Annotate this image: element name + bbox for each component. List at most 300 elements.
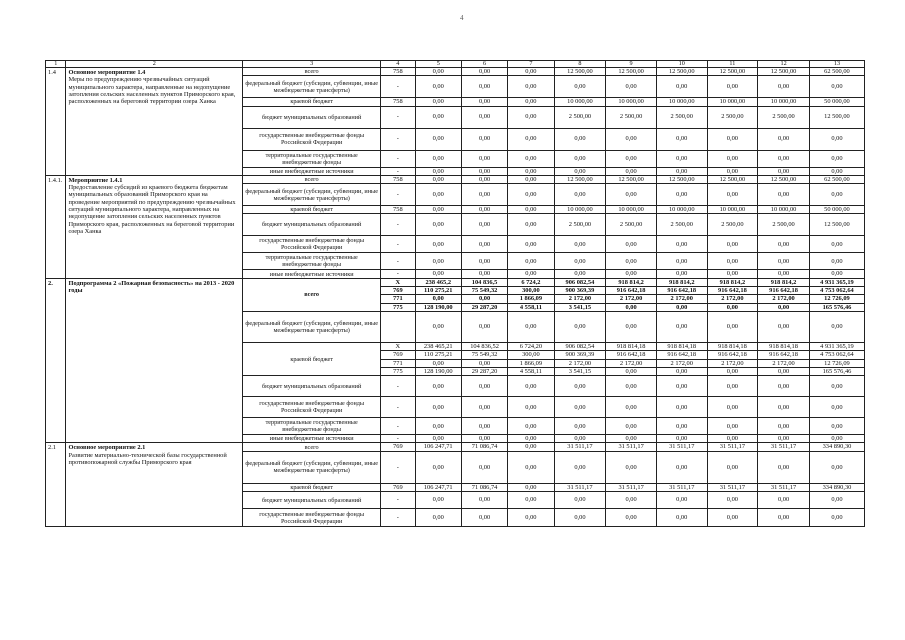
value-cell: 0,00 [415, 68, 461, 76]
value-cell: 0,00 [707, 492, 758, 509]
table-row [46, 278, 865, 286]
value-cell: 0,00 [606, 435, 657, 443]
value-cell: 1 866,09 [508, 295, 554, 303]
value-cell: 906 082,54 [554, 278, 606, 286]
value-cell: 6 724,2 [508, 278, 554, 286]
value-cell: - [381, 253, 415, 270]
value-cell: - [381, 509, 415, 527]
value-cell: 0,00 [508, 184, 554, 206]
value-cell: X [381, 278, 415, 286]
value-cell: 0,00 [508, 253, 554, 270]
value-cell: 2 500,00 [554, 106, 606, 128]
funding-source: бюджет муниципальных образований [243, 214, 381, 236]
value-cell: 0,00 [656, 435, 707, 443]
value-cell: 0,00 [461, 76, 507, 98]
value-cell: 0,00 [461, 214, 507, 236]
page-number: 4 [460, 14, 464, 22]
value-cell: 106 247,71 [415, 443, 461, 451]
value-cell: 2 172,00 [707, 295, 758, 303]
value-cell: 0,00 [606, 167, 657, 175]
value-cell: 12 500,00 [554, 68, 606, 76]
value-cell: 300,00 [508, 287, 554, 295]
value-cell: 0,00 [415, 295, 461, 303]
value-cell: 0,00 [707, 253, 758, 270]
value-cell: 0,00 [415, 206, 461, 214]
value-cell: 12 726,09 [809, 359, 864, 367]
value-cell: 0,00 [461, 206, 507, 214]
value-cell: 0,00 [606, 311, 657, 342]
funding-source: федеральный бюджет (субсидии, субвенции, иные межбюджетные трансферты) [243, 184, 381, 206]
value-cell: 2 500,00 [758, 106, 810, 128]
column-number: 9 [606, 61, 657, 68]
value-cell: 775 [381, 367, 415, 375]
value-cell: 334 890,30 [809, 483, 864, 491]
value-cell: 0,00 [415, 184, 461, 206]
value-cell: 0,00 [758, 311, 810, 342]
value-cell: - [381, 418, 415, 435]
value-cell: 758 [381, 68, 415, 76]
value-cell: 0,00 [809, 270, 864, 278]
value-cell: 0,00 [758, 418, 810, 435]
column-number: 5 [415, 61, 461, 68]
value-cell: 0,00 [461, 435, 507, 443]
value-cell: 0,00 [758, 270, 810, 278]
item-text: Меры по предупреждению чрезвычайных ситуаций муниципального характера, направленные на недопущение затопления сельских населенных пунктов Приморского края, расположенных на береговой территории озера Ханка [68, 76, 236, 106]
value-cell: - [381, 150, 415, 167]
value-cell: 0,00 [415, 376, 461, 397]
value-cell: 916 642,18 [758, 287, 810, 295]
value-cell: 10 000,00 [758, 98, 810, 106]
value-cell: 12 500,00 [809, 106, 864, 128]
value-cell: 300,00 [508, 351, 554, 359]
value-cell: 0,00 [508, 128, 554, 150]
funding-source: иные внебюджетные источники [243, 167, 381, 175]
value-cell: 0,00 [809, 451, 864, 483]
funding-source: государственные внебюджетные фонды Российской Федерации [243, 128, 381, 150]
value-cell: 110 275,21 [415, 287, 461, 295]
value-cell: 918 814,2 [758, 278, 810, 286]
value-cell: 62 500,00 [809, 175, 864, 183]
funding-source: территориальные государственные внебюджетные фонды [243, 253, 381, 270]
value-cell: 2 172,00 [656, 295, 707, 303]
value-cell: 0,00 [508, 175, 554, 183]
value-cell: 0,00 [554, 184, 606, 206]
value-cell: 0,00 [707, 128, 758, 150]
value-cell: 918 814,2 [707, 278, 758, 286]
item-text: Развитие материально-технической базы государственной противопожарной службы Приморского края [68, 451, 227, 467]
value-cell: 0,00 [508, 68, 554, 76]
value-cell: 2 500,00 [554, 214, 606, 236]
value-cell: 0,00 [606, 367, 657, 375]
value-cell: 758 [381, 98, 415, 106]
value-cell: 12 500,00 [656, 175, 707, 183]
value-cell: 0,00 [461, 270, 507, 278]
value-cell: 0,00 [606, 418, 657, 435]
value-cell: 12 726,09 [809, 295, 864, 303]
value-cell: 128 190,00 [415, 367, 461, 375]
item-title: Мероприятие 1.4.1 [68, 176, 123, 184]
value-cell: 0,00 [809, 76, 864, 98]
value-cell: - [381, 167, 415, 175]
value-cell: 29 287,20 [461, 367, 507, 375]
value-cell: 775 [381, 303, 415, 311]
value-cell: 0,00 [508, 167, 554, 175]
item-description [66, 175, 243, 278]
value-cell: 0,00 [461, 451, 507, 483]
value-cell: 12 500,00 [606, 175, 657, 183]
value-cell: 10 000,00 [707, 98, 758, 106]
value-cell: 0,00 [508, 397, 554, 418]
value-cell: 0,00 [461, 295, 507, 303]
value-cell: 10 000,00 [606, 98, 657, 106]
value-cell: 0,00 [508, 236, 554, 253]
value-cell: - [381, 397, 415, 418]
value-cell: 0,00 [758, 184, 810, 206]
value-cell: 0,00 [508, 270, 554, 278]
value-cell: 334 890,30 [809, 443, 864, 451]
value-cell: 2 172,00 [606, 295, 657, 303]
value-cell: 31 511,17 [758, 443, 810, 451]
value-cell: 4 931 365,19 [809, 278, 864, 286]
funding-source: территориальные государственные внебюджетные фонды [243, 418, 381, 435]
value-cell: 769 [381, 287, 415, 295]
value-cell: 0,00 [758, 303, 810, 311]
value-cell: 0,00 [707, 311, 758, 342]
value-cell: 104 836,5 [461, 278, 507, 286]
value-cell: 0,00 [656, 236, 707, 253]
value-cell: 758 [381, 175, 415, 183]
column-number: 3 [243, 61, 381, 68]
value-cell: 10 000,00 [554, 98, 606, 106]
value-cell: 2 500,00 [758, 214, 810, 236]
value-cell: - [381, 492, 415, 509]
value-cell: 2 500,00 [606, 214, 657, 236]
value-cell: 0,00 [758, 492, 810, 509]
value-cell: 71 086,74 [461, 443, 507, 451]
value-cell: 918 814,18 [656, 342, 707, 350]
value-cell: 12 500,00 [554, 175, 606, 183]
value-cell: 0,00 [461, 253, 507, 270]
value-cell: 0,00 [606, 397, 657, 418]
funding-source: иные внебюджетные источники [243, 270, 381, 278]
funding-source: федеральный бюджет (субсидии, субвенции, иные межбюджетные трансферты) [243, 311, 381, 342]
value-cell: 0,00 [707, 397, 758, 418]
funding-source: территориальные государственные внебюджетные фонды [243, 150, 381, 167]
funding-source: иные внебюджетные источники [243, 435, 381, 443]
value-cell: 0,00 [758, 253, 810, 270]
value-cell: 2 172,00 [554, 295, 606, 303]
value-cell: 0,00 [758, 367, 810, 375]
value-cell: 0,00 [809, 509, 864, 527]
value-cell: 918 814,18 [707, 342, 758, 350]
value-cell: 12 500,00 [758, 68, 810, 76]
value-cell: 0,00 [606, 128, 657, 150]
value-cell: 0,00 [656, 303, 707, 311]
value-cell: 0,00 [809, 311, 864, 342]
value-cell: 0,00 [707, 509, 758, 527]
value-cell: 165 576,46 [809, 367, 864, 375]
value-cell: 0,00 [415, 359, 461, 367]
value-cell: 0,00 [415, 311, 461, 342]
item-title: Основное мероприятие 1.4 [68, 69, 146, 76]
value-cell: 2 172,00 [606, 359, 657, 367]
funding-source: краевой бюджет [243, 206, 381, 214]
value-cell: 238 465,2 [415, 278, 461, 286]
value-cell: 0,00 [415, 270, 461, 278]
funding-source: государственные внебюджетные фонды Российской Федерации [243, 509, 381, 527]
value-cell: 31 511,17 [606, 443, 657, 451]
value-cell: 10 000,00 [707, 206, 758, 214]
value-cell: 0,00 [758, 76, 810, 98]
value-cell: 0,00 [415, 106, 461, 128]
value-cell: 0,00 [415, 253, 461, 270]
value-cell: 0,00 [554, 451, 606, 483]
value-cell: 0,00 [656, 76, 707, 98]
value-cell: 0,00 [707, 376, 758, 397]
value-cell: 0,00 [758, 376, 810, 397]
value-cell: 0,00 [415, 76, 461, 98]
value-cell: 0,00 [415, 175, 461, 183]
value-cell: 0,00 [554, 270, 606, 278]
value-cell: 0,00 [758, 435, 810, 443]
value-cell: X [381, 342, 415, 350]
funding-source: всего [243, 68, 381, 76]
value-cell: 0,00 [656, 311, 707, 342]
value-cell: 0,00 [461, 128, 507, 150]
value-cell: 4 558,11 [508, 367, 554, 375]
value-cell: 31 511,17 [758, 483, 810, 491]
funding-source: бюджет муниципальных образований [243, 106, 381, 128]
value-cell: 0,00 [809, 418, 864, 435]
value-cell: 0,00 [809, 236, 864, 253]
value-cell: 0,00 [758, 236, 810, 253]
value-cell: 12 500,00 [656, 68, 707, 76]
value-cell: 0,00 [461, 236, 507, 253]
value-cell: 918 814,18 [606, 342, 657, 350]
value-cell: 0,00 [809, 397, 864, 418]
value-cell: 3 541,15 [554, 367, 606, 375]
value-cell: 0,00 [461, 418, 507, 435]
funding-source: бюджет муниципальных образований [243, 376, 381, 397]
value-cell: 0,00 [606, 253, 657, 270]
value-cell: 31 511,17 [707, 483, 758, 491]
value-cell: 0,00 [554, 253, 606, 270]
item-number: 2. [46, 278, 66, 443]
value-cell: 916 642,18 [606, 351, 657, 359]
value-cell: 31 511,17 [606, 483, 657, 491]
value-cell: 0,00 [554, 492, 606, 509]
column-number: 12 [758, 61, 810, 68]
value-cell: 4 558,11 [508, 303, 554, 311]
value-cell: 0,00 [809, 128, 864, 150]
value-cell: 0,00 [707, 367, 758, 375]
value-cell: 0,00 [415, 435, 461, 443]
value-cell: 769 [381, 351, 415, 359]
value-cell: 62 500,00 [809, 68, 864, 76]
value-cell: 0,00 [461, 492, 507, 509]
value-cell: 769 [381, 443, 415, 451]
value-cell: 0,00 [656, 367, 707, 375]
value-cell: 0,00 [606, 76, 657, 98]
value-cell: 0,00 [809, 253, 864, 270]
value-cell: 0,00 [554, 509, 606, 527]
value-cell: 2 172,00 [656, 359, 707, 367]
value-cell: 0,00 [554, 76, 606, 98]
value-cell: 0,00 [656, 167, 707, 175]
value-cell: - [381, 376, 415, 397]
value-cell: 0,00 [508, 76, 554, 98]
value-cell: 0,00 [758, 397, 810, 418]
value-cell: 0,00 [656, 128, 707, 150]
value-cell: 0,00 [707, 150, 758, 167]
value-cell: 2 500,00 [656, 214, 707, 236]
value-cell: 2 500,00 [707, 214, 758, 236]
item-number: 1.4.1. [46, 175, 66, 278]
value-cell: 4 753 062,64 [809, 351, 864, 359]
value-cell: 0,00 [508, 483, 554, 491]
value-cell: 71 086,74 [461, 483, 507, 491]
value-cell: 916 642,18 [758, 351, 810, 359]
value-cell: 128 190,00 [415, 303, 461, 311]
value-cell: 0,00 [809, 492, 864, 509]
value-cell: 0,00 [758, 167, 810, 175]
value-cell: 0,00 [508, 311, 554, 342]
value-cell: 2 172,00 [707, 359, 758, 367]
value-cell: 0,00 [461, 376, 507, 397]
value-cell: 0,00 [606, 184, 657, 206]
value-cell: 0,00 [707, 303, 758, 311]
funding-source: государственные внебюджетные фонды Российской Федерации [243, 397, 381, 418]
value-cell: 916 642,18 [707, 287, 758, 295]
value-cell: 0,00 [656, 184, 707, 206]
value-cell: 0,00 [508, 435, 554, 443]
value-cell: 0,00 [508, 98, 554, 106]
value-cell: 0,00 [707, 270, 758, 278]
column-number: 7 [508, 61, 554, 68]
value-cell: - [381, 184, 415, 206]
value-cell: 0,00 [758, 128, 810, 150]
value-cell: 31 511,17 [656, 443, 707, 451]
value-cell: 0,00 [554, 150, 606, 167]
value-cell: 0,00 [508, 451, 554, 483]
value-cell: 0,00 [606, 492, 657, 509]
value-cell: 0,00 [415, 128, 461, 150]
value-cell: 0,00 [415, 150, 461, 167]
value-cell: 0,00 [461, 106, 507, 128]
value-cell: 0,00 [809, 376, 864, 397]
item-title: Основное мероприятие 2.1 [68, 444, 146, 452]
value-cell: 50 000,00 [809, 98, 864, 106]
value-cell: - [381, 270, 415, 278]
value-cell: 0,00 [415, 451, 461, 483]
value-cell: 31 511,17 [656, 483, 707, 491]
value-cell: 0,00 [606, 303, 657, 311]
value-cell: 900 369,39 [554, 287, 606, 295]
value-cell: 106 247,71 [415, 483, 461, 491]
value-cell: 0,00 [606, 509, 657, 527]
value-cell: 29 287,20 [461, 303, 507, 311]
item-title: Подпрограмма 2 «Пожарная безопасность» на 2013 - 2020 годы [66, 278, 243, 443]
value-cell: 0,00 [809, 435, 864, 443]
funding-source: краевой бюджет [243, 98, 381, 106]
value-cell: 104 836,52 [461, 342, 507, 350]
funding-source: всего [243, 175, 381, 183]
value-cell: 0,00 [508, 492, 554, 509]
column-number: 2 [66, 61, 243, 68]
value-cell: 0,00 [554, 418, 606, 435]
value-cell: 0,00 [606, 451, 657, 483]
value-cell: 0,00 [707, 418, 758, 435]
value-cell: 6 724,20 [508, 342, 554, 350]
value-cell: - [381, 451, 415, 483]
item-number: 2.1 [46, 443, 66, 527]
value-cell: 0,00 [461, 184, 507, 206]
item-description [66, 443, 243, 527]
value-cell: 0,00 [707, 435, 758, 443]
value-cell: 12 500,00 [606, 68, 657, 76]
value-cell: 0,00 [554, 167, 606, 175]
value-cell: 0,00 [707, 76, 758, 98]
value-cell: 0,00 [508, 509, 554, 527]
value-cell: - [381, 106, 415, 128]
value-cell: 0,00 [809, 184, 864, 206]
value-cell: 0,00 [415, 236, 461, 253]
value-cell: 2 500,00 [606, 106, 657, 128]
funding-source: краевой бюджет [243, 342, 381, 375]
value-cell: 918 814,2 [606, 278, 657, 286]
value-cell: 2 500,00 [656, 106, 707, 128]
table-row [46, 443, 865, 451]
value-cell: 0,00 [415, 418, 461, 435]
value-cell: 900 369,39 [554, 351, 606, 359]
value-cell: 916 642,18 [707, 351, 758, 359]
funding-source: государственные внебюджетные фонды Российской Федерации [243, 236, 381, 253]
value-cell: 0,00 [554, 397, 606, 418]
value-cell: 0,00 [554, 376, 606, 397]
value-cell: 0,00 [508, 106, 554, 128]
value-cell: 0,00 [415, 397, 461, 418]
value-cell: 1 866,09 [508, 359, 554, 367]
column-number: 11 [707, 61, 758, 68]
value-cell: 0,00 [656, 253, 707, 270]
value-cell: 0,00 [461, 311, 507, 342]
value-cell: 0,00 [554, 236, 606, 253]
funding-source: федеральный бюджет (субсидии, субвенции, иные межбюджетные трансферты) [243, 76, 381, 98]
value-cell: 10 000,00 [554, 206, 606, 214]
value-cell: 0,00 [461, 359, 507, 367]
value-cell: 0,00 [656, 376, 707, 397]
value-cell: 2 172,00 [554, 359, 606, 367]
value-cell: 165 576,46 [809, 303, 864, 311]
item-number: 1.4 [46, 68, 66, 176]
value-cell: 31 511,17 [707, 443, 758, 451]
value-cell: 0,00 [554, 311, 606, 342]
value-cell: 75 549,32 [461, 351, 507, 359]
value-cell: 0,00 [656, 270, 707, 278]
value-cell: 238 465,21 [415, 342, 461, 350]
column-number: 10 [656, 61, 707, 68]
column-number: 1 [46, 61, 66, 68]
column-number: 13 [809, 61, 864, 68]
value-cell: 0,00 [508, 376, 554, 397]
value-cell: 916 642,18 [606, 287, 657, 295]
funding-source: федеральный бюджет (субсидии, субвенции, иные межбюджетные трансферты) [243, 451, 381, 483]
value-cell: - [381, 214, 415, 236]
value-cell: 2 172,00 [758, 295, 810, 303]
value-cell: 10 000,00 [606, 206, 657, 214]
value-cell: 0,00 [606, 150, 657, 167]
value-cell: 758 [381, 206, 415, 214]
